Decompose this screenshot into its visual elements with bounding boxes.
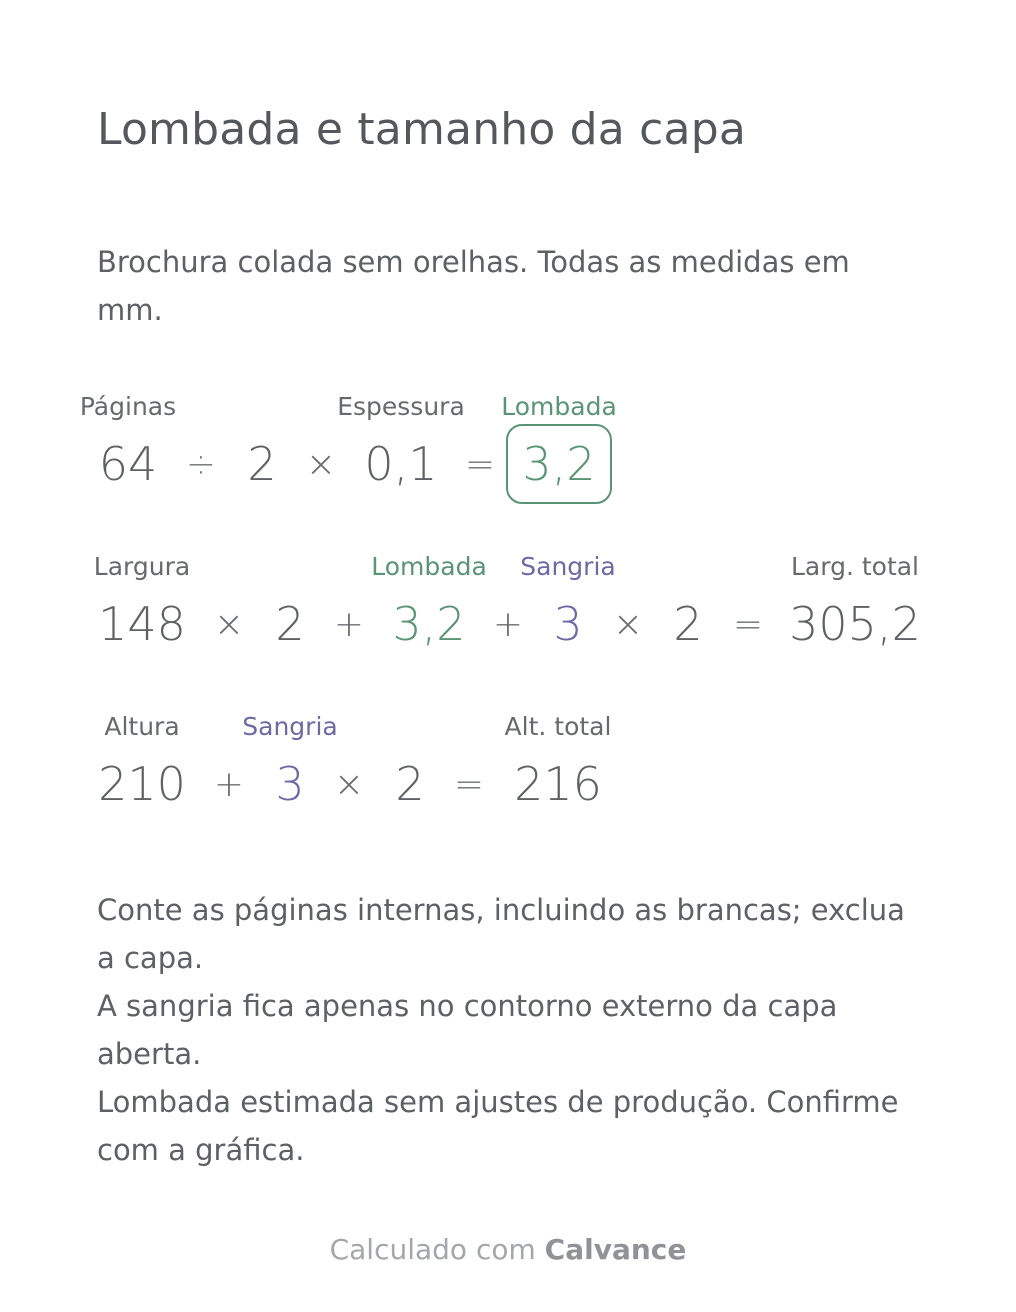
- page-title: Lombada e tamanho da capa: [97, 104, 746, 155]
- operator-equals: =: [464, 444, 496, 485]
- value-thickness: 0,1: [364, 437, 438, 491]
- label-bleed: Sangria: [520, 552, 616, 581]
- subtitle: Brochura colada sem orelhas. Todas as medidas em mm.: [97, 245, 850, 327]
- label-spine: Lombada: [371, 552, 487, 581]
- value-height: 210: [98, 757, 186, 811]
- label-total-height: Alt. total: [504, 712, 612, 741]
- label-bleed: Sangria: [242, 712, 338, 741]
- label-total-width: Larg. total: [790, 552, 920, 581]
- value-total-width: 305,2: [789, 597, 921, 651]
- operator-multiply: ×: [213, 604, 245, 645]
- operator-divide: ÷: [185, 444, 217, 485]
- label-spine-result: Lombada: [501, 392, 617, 421]
- value-multiplier: 2: [673, 597, 703, 651]
- label-pages: Páginas: [79, 392, 177, 421]
- value-width: 148: [98, 597, 186, 651]
- value-divisor: 2: [247, 437, 277, 491]
- value-total-height: 216: [514, 757, 602, 811]
- value-spine-result: 3,2: [522, 437, 596, 491]
- value-bleed: 3: [275, 757, 305, 811]
- notes: [97, 886, 917, 1174]
- operator-equals: =: [732, 604, 764, 645]
- value-multiplier: 2: [275, 597, 305, 651]
- operator-equals: =: [453, 764, 485, 805]
- operator-multiply: ×: [612, 604, 644, 645]
- value-multiplier: 2: [395, 757, 425, 811]
- brand-name[interactable]: Calvance: [544, 1233, 687, 1266]
- operator-plus: +: [333, 604, 365, 645]
- value-pages: 64: [98, 437, 158, 491]
- note-spine: Lombada estimada sem ajustes de produção. Confirme com a gráfica.: [97, 1085, 899, 1167]
- footer-prefix: Calculado com: [329, 1233, 545, 1266]
- operator-plus: +: [492, 604, 524, 645]
- operator-plus: +: [213, 764, 245, 805]
- footer: [0, 1233, 1016, 1266]
- label-width: Largura: [93, 552, 191, 581]
- note-bleed: A sangria fica apenas no contorno externo da capa aberta.: [97, 989, 838, 1071]
- value-spine: 3,2: [392, 597, 466, 651]
- operator-multiply: ×: [333, 764, 365, 805]
- note-pages: Conte as páginas internas, incluindo as brancas; exclua a capa.: [97, 893, 905, 975]
- label-thickness: Espessura: [337, 392, 465, 421]
- operator-multiply: ×: [305, 444, 337, 485]
- label-height: Altura: [104, 712, 180, 741]
- value-bleed: 3: [553, 597, 583, 651]
